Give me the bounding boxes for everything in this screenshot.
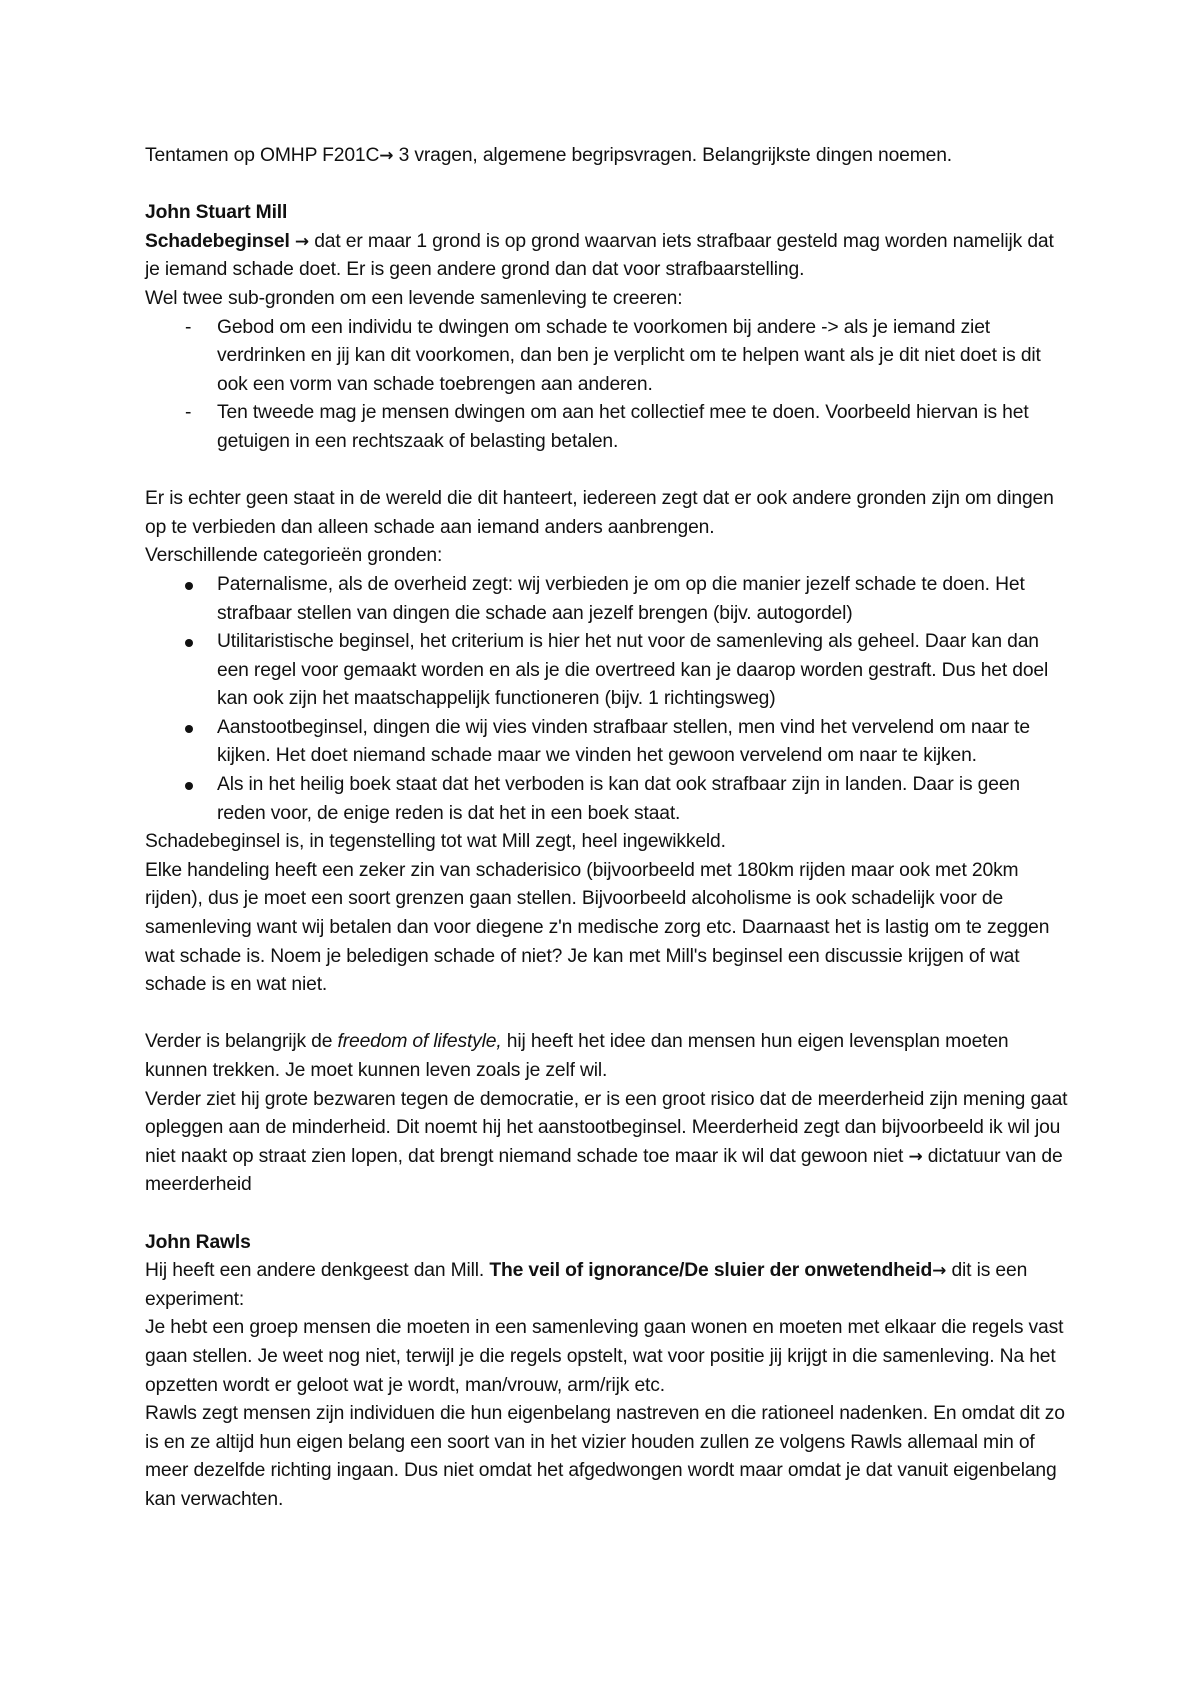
list-item-text: Paternalisme, als de overheid zegt: wij verbieden je om op die manier jezelf schade te doen. Het strafbaar stellen van dingen die schade aan jezelf brengen (bijv. autogordel) [217, 573, 1025, 624]
list-item [145, 571, 1070, 628]
list-item [145, 314, 1070, 400]
bullet-icon [185, 782, 193, 790]
list-item [145, 714, 1070, 771]
veil-text: dit is een experiment: [145, 1260, 1028, 1310]
list-item [145, 628, 1070, 714]
dash-marker: - [185, 316, 192, 338]
handeling-paragraph: Elke handeling heeft een zeker zin van schaderisico (bijvoorbeeld met 180km rijden maar ook met 20km rijden), dus je moet een soort grenzen gaan stellen. Bijvoorbeeld alcoholisme is ook schadelijk voor de samenleving want wij betalen dan voor diegene z'n medische zorg etc. Daarnaast het is lastig om te zeggen wat schade is. Noem je beledigen schade of niet? Je kan met Mill's beginsel een discussie krijgen of wat schade is en wat niet. [145, 859, 1050, 996]
mill-heading: John Stuart Mill [145, 202, 288, 224]
staat-paragraph: Er is echter geen staat in de wereld die dit hanteert, iedereen zegt dat er ook andere gronden zijn om dingen op te verbieden dan alleen schade aan iemand anders aanbrengen. [145, 488, 1054, 538]
rawls-heading: John Rawls [145, 1231, 251, 1253]
intro-paragraph [145, 142, 1070, 171]
rawls-intro-paragraph [145, 1257, 1070, 1314]
ingewikkeld-paragraph: Schadebeginsel is, in tegenstelling tot wat Mill zegt, heel ingewikkeld. [145, 831, 726, 853]
subgronden-intro: Wel twee sub-gronden om een levende samenleving te creeren: [145, 287, 683, 309]
bullet-icon [185, 639, 193, 647]
lifestyle-term: freedom of lifestyle, [337, 1031, 502, 1053]
list-item-text: Utilitaristische beginsel, het criterium is hier het nut voor de samenleving als geheel. Daar kan dan een regel voor gemaakt worden en als je die overtreed kan je daarop worden gestraft. Dus het doel kan ook zijn het maatschappelijk functioneren (bijv. 1 richtingsweg) [217, 631, 1049, 710]
intro-text-end: 3 vragen, algemene begripsvragen. Belangrijkste dingen noemen. [393, 145, 953, 166]
list-item [145, 399, 1070, 456]
eigenbelang-paragraph: Rawls zegt mensen zijn individuen die hun eigenbelang nastreven en die rationeel nadenken. En omdat dit zo is en ze altijd hun eigen belang een soort van in het vizier houden zullen ze volgens Rawls allemaal min of meer dezelfde richting ingaan. Dus niet omdat het afgedwongen wordt maar omdat je dat vanuit eigenbelang kan verwachten. [145, 1403, 1065, 1510]
rawls-intro-text: Hij heeft een andere denkgeest dan Mill. [145, 1260, 490, 1282]
lifestyle-paragraph [145, 1028, 1070, 1085]
subgronden-list [145, 314, 1070, 457]
right-arrow-icon: → [294, 231, 310, 252]
bullet-icon [185, 582, 193, 590]
lifestyle-text-end: hij heeft het idee dan mensen hun eigen levensplan moeten kunnen trekken. Je moet kunnen leven zoals je zelf wil. [145, 1031, 1009, 1081]
democratie-paragraph [145, 1086, 1070, 1200]
spacer [145, 1000, 1070, 1029]
right-arrow-icon: → [908, 1146, 923, 1167]
right-arrow-icon: → [932, 1261, 947, 1282]
schadebeginsel-text: dat er maar 1 grond is op grond waarvan iets strafbaar gesteld mag worden namelijk dat je iemand schade doet. Er is geen andere grond dan dat voor strafbaarstelling. [145, 230, 1054, 281]
groep-paragraph: Je hebt een groep mensen die moeten in een samenleving gaan wonen en moeten met elkaar die regels vast gaan stellen. Je weet nog niet, terwijl je die regels opstelt, wat voor positie jij krijgt in die samenleving. Na het opzetten wordt er geloot wat je wordt, man/vrouw, arm/rijk etc. [145, 1317, 1064, 1396]
document-page [145, 142, 1070, 1515]
democratie-text: Verder ziet hij grote bezwaren tegen de democratie, er is een groot risico dat de meerderheid zijn mening gaat opleggen aan de minderheid. Dit noemt hij het aanstootbeginsel. Meerderheid zegt dan bijvoorbeeld ik wil jou niet naakt op straat zien lopen, dat brengt niemand schade toe maar ik wil dat gewoon niet [145, 1088, 1068, 1167]
list-item-text: Ten tweede mag je mensen dwingen om aan het collectief mee te doen. Voorbeeld hiervan is het getuigen in een rechtszaak of belasting betalen. [217, 402, 1029, 452]
spacer [145, 457, 1070, 486]
categorieen-intro: Verschillende categorieën gronden: [145, 545, 443, 567]
dictatuur-text: dictatuur van de meerderheid [145, 1145, 1063, 1196]
dash-marker: - [185, 402, 192, 424]
list-item-text: Gebod om een individu te dwingen om schade te voorkomen bij andere -> als je iemand ziet verdrinken en jij kan dit voorkomen, dan ben je verplicht om te helpen want als je dit niet doet is dit ook een vorm van schade toebrengen aan anderen. [217, 316, 1041, 395]
veil-term: The veil of ignorance/De sluier der onwetendheid [489, 1260, 933, 1282]
list-item-text: Als in het heilig boek staat dat het verboden is kan dat ook strafbaar zijn in landen. Daar is geen reden voor, de enige reden is dat het in een boek staat. [217, 774, 1020, 824]
spacer [145, 1200, 1070, 1229]
categorieen-list [145, 571, 1070, 828]
list-item [145, 771, 1070, 828]
spacer [145, 171, 1070, 200]
right-arrow-icon: → [379, 146, 394, 166]
list-item-text: Aanstootbeginsel, dingen die wij vies vinden strafbaar stellen, men vind het vervelend om naar te kijken. Het doet niemand schade maar we vinden het gewoon vervelend om naar te kijken. [217, 716, 1030, 767]
lifestyle-text-start: Verder is belangrijk de [145, 1031, 338, 1053]
schadebeginsel-term: Schadebeginsel [145, 230, 290, 252]
schadebeginsel-paragraph [145, 228, 1070, 285]
intro-text-start: Tentamen op OMHP F201C [145, 145, 380, 166]
bullet-icon [185, 725, 193, 733]
